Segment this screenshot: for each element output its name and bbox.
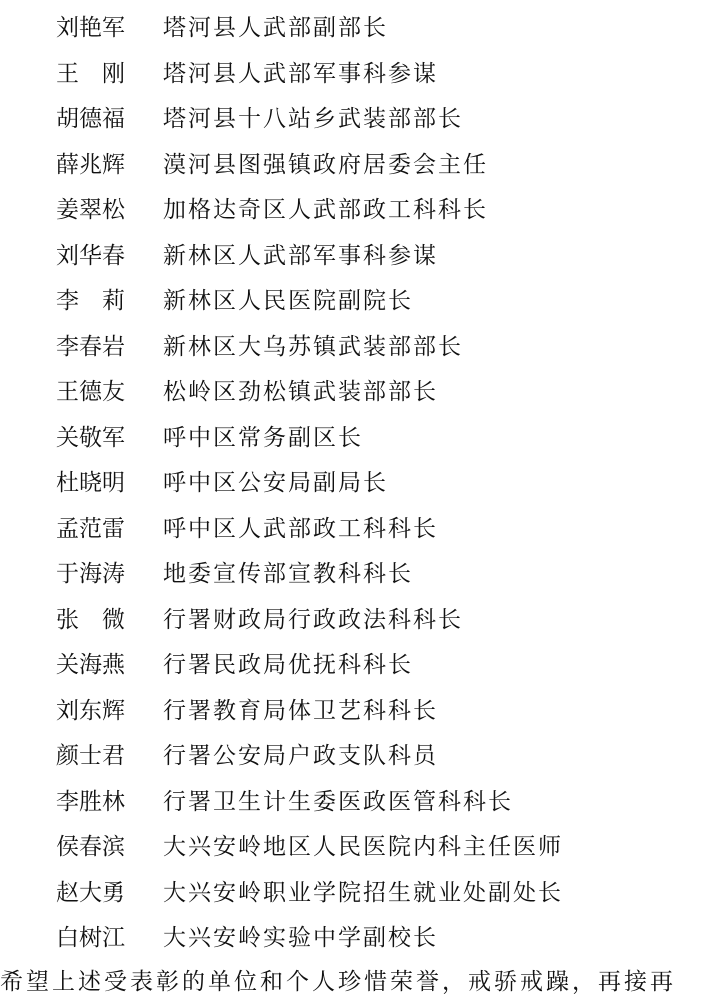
- honoree-name: 王 刚: [56, 60, 125, 87]
- honoree-name: 李 莉: [56, 288, 125, 314]
- honoree-title: 行署公安局户政支队科员: [163, 743, 438, 769]
- honoree-list: [0, 6, 701, 962]
- list-item: [0, 598, 701, 644]
- honoree-name: 杜晓明: [56, 470, 125, 496]
- honoree-title: 行署教育局体卫艺科科长: [163, 697, 438, 724]
- honoree-title: 行署卫生计生委医政医管科科长: [163, 788, 513, 815]
- list-item: [0, 916, 701, 962]
- list-item: [0, 234, 701, 280]
- honoree-title: 行署财政局行政政法科科长: [163, 606, 463, 633]
- honoree-title: 呼中区公安局副局长: [163, 470, 388, 496]
- list-item: [0, 325, 701, 371]
- honoree-title: 新林区大乌苏镇武装部部长: [163, 333, 463, 360]
- honoree-title: 塔河县人武部军事科参谋: [163, 60, 438, 87]
- list-item: [0, 52, 701, 98]
- honoree-title: 塔河县十八站乡武装部部长: [163, 106, 463, 132]
- honoree-name: 赵大勇: [56, 879, 125, 906]
- honoree-name: 关敬军: [56, 424, 125, 451]
- honoree-name: 孟范雷: [56, 515, 125, 542]
- list-item: [0, 416, 701, 462]
- list-item: [0, 6, 701, 52]
- honoree-name: 颜士君: [56, 743, 125, 769]
- list-item: [0, 97, 701, 143]
- closing-paragraph: 希望上述受表彰的单位和个人珍惜荣誉，戒骄戒躁，再接再: [0, 969, 676, 995]
- honoree-name: 姜翠松: [56, 197, 125, 223]
- honoree-name: 白树江: [56, 925, 125, 951]
- list-item: [0, 143, 701, 189]
- honoree-name: 刘艳军: [56, 15, 125, 41]
- honoree-title: 松岭区劲松镇武装部部长: [163, 379, 438, 405]
- honoree-title: 新林区人民医院副院长: [163, 288, 413, 314]
- honoree-title: 大兴安岭职业学院招生就业处副处长: [163, 879, 563, 906]
- honoree-name: 胡德福: [56, 106, 125, 132]
- list-item: [0, 188, 701, 234]
- honoree-title: 新林区人武部军事科参谋: [163, 242, 438, 269]
- list-item: [0, 734, 701, 780]
- honoree-title: 漠河县图强镇政府居委会主任: [163, 151, 488, 178]
- honoree-name: 张 微: [56, 606, 125, 633]
- honoree-name: 于海涛: [56, 561, 125, 587]
- honoree-name: 李胜林: [56, 788, 125, 815]
- list-item: [0, 370, 701, 416]
- honoree-title: 行署民政局优抚科科长: [163, 652, 413, 678]
- honoree-title: 呼中区人武部政工科科长: [163, 515, 438, 542]
- list-item: [0, 871, 701, 917]
- list-item: [0, 461, 701, 507]
- honoree-name: 刘东辉: [56, 697, 125, 724]
- honoree-title: 呼中区常务副区长: [163, 424, 363, 451]
- list-item: [0, 780, 701, 826]
- honoree-name: 薛兆辉: [56, 151, 125, 178]
- list-item: [0, 825, 701, 871]
- honoree-title: 塔河县人武部副部长: [163, 15, 388, 41]
- honoree-name: 王德友: [56, 379, 125, 405]
- honoree-name: 关海燕: [56, 652, 125, 678]
- honoree-title: 大兴安岭实验中学副校长: [163, 925, 438, 951]
- honoree-name: 侯春滨: [56, 834, 125, 860]
- list-item: [0, 279, 701, 325]
- honoree-title: 大兴安岭地区人民医院内科主任医师: [163, 834, 563, 860]
- honoree-title: 加格达奇区人武部政工科科长: [163, 197, 488, 223]
- list-item: [0, 552, 701, 598]
- honoree-title: 地委宣传部宣教科科长: [163, 561, 413, 587]
- list-item: [0, 643, 701, 689]
- list-item: [0, 689, 701, 735]
- honoree-name: 刘华春: [56, 242, 125, 269]
- list-item: [0, 507, 701, 553]
- honoree-name: 李春岩: [56, 333, 125, 360]
